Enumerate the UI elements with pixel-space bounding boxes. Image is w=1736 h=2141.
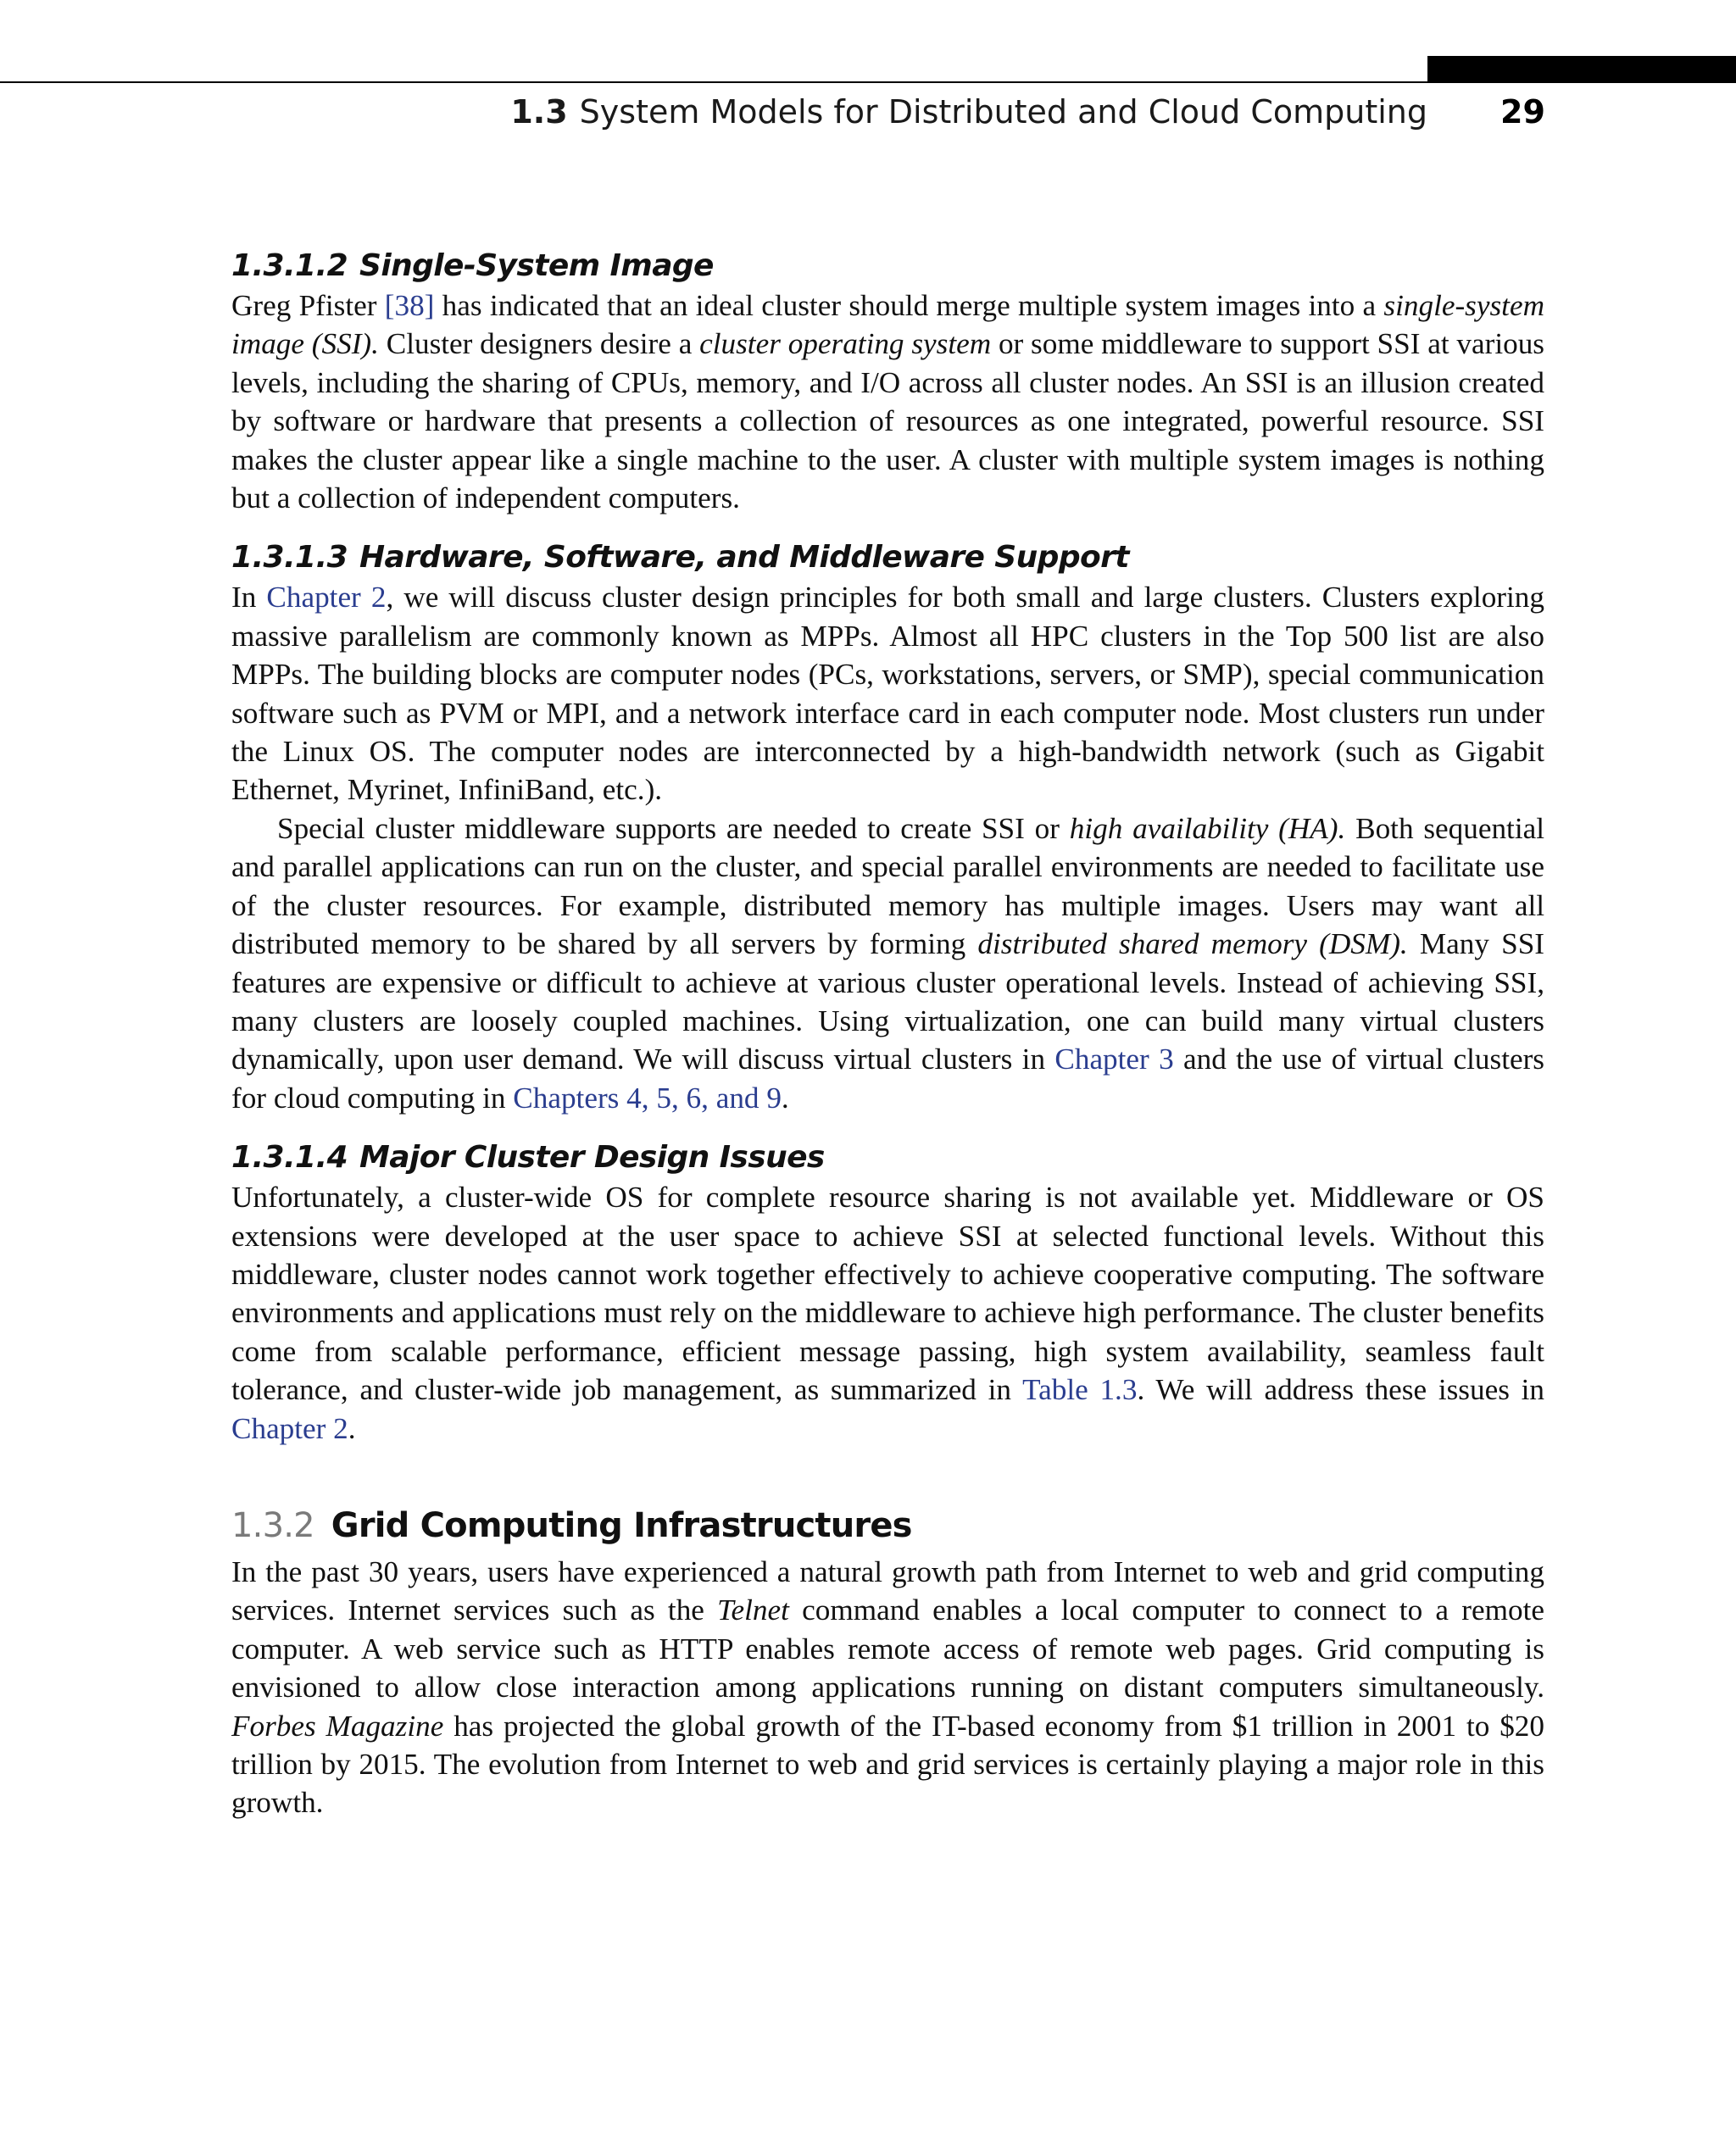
text: . We will address these issues in [1137,1373,1544,1407]
emphasis: single-system image (SSI). [231,289,1544,361]
text: Cluster designers desire a [378,327,700,361]
spacer [231,1448,1544,1502]
emphasis: distributed shared memory (DSM). [977,927,1408,961]
text: has indicated that an ideal cluster should merge multiple system images into a [434,289,1384,322]
text: Both sequential and parallel applications can run on the cluster, and special parallel environments are needed to facilitate use of the cluster resources. For example, distributed memory has multiple images. Users may want all distributed memory to be shared by all servers by forming [231,811,1544,961]
text: and the use of virtual clusters for cloud computing in [231,1043,1544,1115]
chapters-link[interactable]: Chapters 4, 5, 6, and 9 [513,1081,782,1115]
page-number: 29 [1500,93,1545,131]
spacer [231,517,1544,537]
paragraph [231,1178,1544,1448]
text: or some middleware to support SSI at various levels, including the sharing of CPUs, memory, and I/O across all cluster nodes. An SSI is an illusion created by software or hardware that presents a collection of resources as one integrated, powerful resource. SSI makes the cluster appear like a single machine to the user. A cluster with multiple system images is nothing but a collection of independent computers. [231,327,1544,515]
emphasis: high availability (HA). [1069,811,1346,845]
heading-title: Hardware, Software, and Middleware Support [359,540,1129,576]
text: . [781,1081,789,1115]
paragraph [231,286,1544,517]
heading-number: 1.3.1.3 [231,540,348,576]
heading-number: 1.3.1.4 [231,1140,348,1176]
paragraph [231,1553,1544,1822]
header-black-bar [1427,56,1736,83]
spacer [231,1117,1544,1137]
running-head-title: System Models for Distributed and Cloud Computing [579,93,1427,131]
chapter-link[interactable]: Chapter 2 [266,581,387,614]
heading-title: Single-System Image [359,248,714,283]
heading-title: Grid Computing Infrastructures [331,1505,912,1545]
text: In [231,581,267,614]
table-link[interactable]: Table 1.3 [1022,1373,1138,1407]
text: Unfortunately, a cluster-wide OS for complete resource sharing is not available yet. Middleware or OS extensions were developed at the user space to achieve SSI at selected functional levels. Without this middleware, cluster nodes cannot work together effectively to achieve cooperative computing. The software environments and applications must rely on the middleware to achieve high performance. The cluster benefits come from scalable performance, efficient message passing, high system availability, seamless fault tolerance, and cluster-wide job management, as summarized in [231,1181,1544,1407]
text: , we will discuss cluster design principles for both small and large clusters. Clusters exploring massive parallelism are commonly known as MPPs. Almost all HPC clusters in the Top 500 list are also MPPs. The building blocks are computer nodes (PCs, workstations, servers, or SMP), special communication software such as PVM or MPI, and a network interface card in each computer node. Most clusters run under the Linux OS. The computer nodes are interconnected by a high-bandwidth network (such as Gigabit Ethernet, Myrinet, InfiniBand, etc.). [231,581,1544,807]
running-head-section-number: 1.3 [510,93,568,131]
paragraph [231,578,1544,809]
text: has projected the global growth of the IT-based economy from $1 trillion in 2001 to $20 trillion by 2015. The evolution from Internet to web and grid services is certainly playing a major role in this growth. [231,1709,1544,1820]
running-head [510,93,1427,131]
emphasis: cluster operating system [699,327,992,361]
chapter-link[interactable]: Chapter 2 [231,1411,348,1445]
heading-132 [231,1502,1544,1549]
text: . [348,1411,356,1445]
emphasis: Telnet [717,1593,789,1627]
heading-1312 [231,246,1544,286]
paragraph [231,809,1544,1117]
heading-number: 1.3.1.2 [231,248,348,283]
text: In the past 30 years, users have experienced a natural growth path from Internet to web and grid computing services. Internet services such as the [231,1554,1544,1627]
heading-1314 [231,1137,1544,1178]
heading-title: Major Cluster Design Issues [359,1140,825,1176]
header-rule [0,81,1736,83]
chapter-link[interactable]: Chapter 3 [1054,1043,1174,1076]
text: command enables a local computer to connect to a remote computer. A web service such as HTTP enables remote access of remote web pages. Grid computing is envisioned to allow close interaction among applications running on distant computers simultaneously. [231,1593,1544,1704]
heading-number: 1.3.2 [231,1505,314,1545]
emphasis: Forbes Magazine [231,1709,444,1743]
page-body [231,246,1544,1822]
text: Special cluster middleware supports are needed to create SSI or [277,811,1070,845]
heading-1313 [231,537,1544,578]
text: Many SSI features are expensive or difficult to achieve at various cluster operational levels. Instead of achieving SSI, many clusters are loosely coupled machines. Using virtualization, one can build many virtual clusters dynamically, upon user demand. We will discuss virtual clusters in [231,927,1544,1076]
text: Greg Pfister [231,289,385,322]
citation-link[interactable]: [38] [384,289,435,322]
